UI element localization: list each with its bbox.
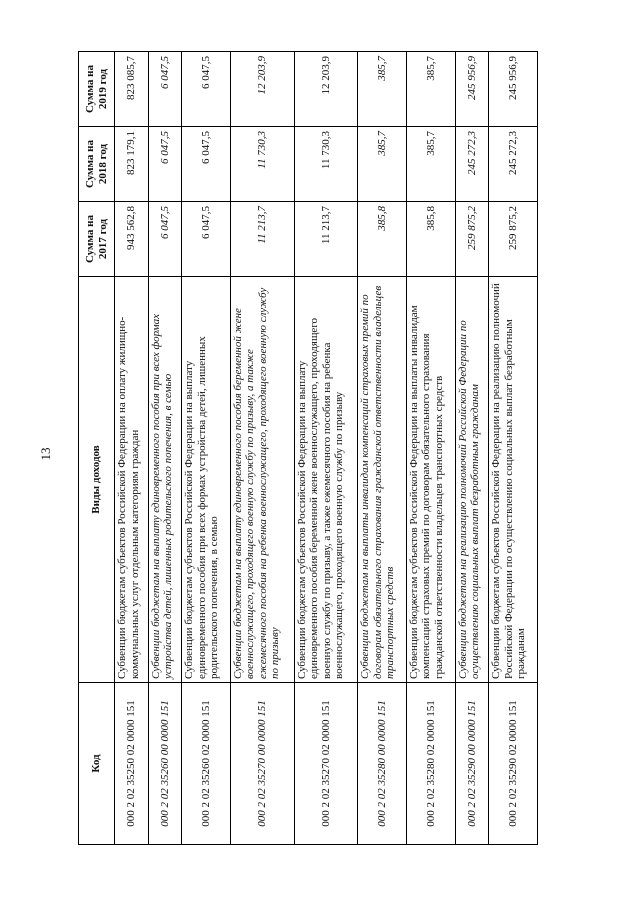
row-2018: 6 047,5 (148, 127, 182, 202)
header-2018: Сумма на 2018 год (79, 127, 115, 202)
table-header-row (79, 52, 115, 845)
row-2017: 385,8 (358, 202, 407, 277)
header-code: Код (79, 683, 115, 845)
row-name: Субвенции бюджетам на выплату единовременного пособия при всех формах устройства детей, лишенных родительского попечения, в семью (148, 277, 182, 683)
row-2019: 385,7 (406, 52, 455, 127)
revenue-table (78, 51, 538, 845)
row-2017: 385,8 (406, 202, 455, 277)
table-row (230, 52, 294, 845)
row-code: 000 2 02 35280 02 0000 151 (406, 683, 455, 845)
table-row (294, 52, 358, 845)
row-name: Субвенции бюджетам на выплату единовременного пособия беременной жене военнослужащего, проходящего военную службу по призыву, а также ежемесячного пособия на ребенка военнослужащего, проходящего военную службу по призыву (230, 277, 294, 683)
row-2017: 11 213,7 (294, 202, 358, 277)
row-2018: 6 047,5 (182, 127, 231, 202)
table-row (148, 52, 182, 845)
row-2018: 385,7 (406, 127, 455, 202)
row-2019: 245 956,9 (455, 52, 489, 127)
row-2019: 12 203,9 (294, 52, 358, 127)
row-name: Субвенции бюджетам субъектов Российской Федерации на выплату единовременного пособия беременной жене военнослужащего, проходящего военную службу по призыву, а также ежемесячного пособия на ребенка военнослужащего, проходящего военную службу по призыву (294, 277, 358, 683)
row-2017: 6 047,5 (148, 202, 182, 277)
row-2017: 259 875,2 (455, 202, 489, 277)
row-code: 000 2 02 35260 00 0000 151 (148, 683, 182, 845)
row-name: Субвенции бюджетам на реализацию полномочий Российской Федерации по осуществлению социальных выплат безработным гражданам (455, 277, 489, 683)
row-name: Субвенции бюджетам на выплаты инвалидам компенсаций страховых премий по договорам обязательного страхования гражданской ответственности владельцев транспортных средств (358, 277, 407, 683)
row-2017: 943 562,8 (115, 202, 149, 277)
table-row (358, 52, 407, 845)
row-2019: 245 956,9 (489, 52, 538, 127)
row-2019: 823 085,7 (115, 52, 149, 127)
row-code: 000 2 02 35270 02 0000 151 (294, 683, 358, 845)
row-2019: 6 047,5 (182, 52, 231, 127)
row-name: Субвенции бюджетам субъектов Российской Федерации на оплату жилищно-коммунальных услуг отдельным категориям граждан (115, 277, 149, 683)
row-code: 000 2 02 35260 02 0000 151 (182, 683, 231, 845)
table-row (115, 52, 149, 845)
rotated-table-wrapper (78, 52, 538, 845)
table-row (182, 52, 231, 845)
row-name: Субвенции бюджетам субъектов Российской Федерации на выплаты инвалидам компенсаций страховых премий по договорам обязательного страхования гражданской ответственности владельцев транспортных средств (406, 277, 455, 683)
row-2018: 823 179,1 (115, 127, 149, 202)
row-2019: 6 047,5 (148, 52, 182, 127)
row-code: 000 2 02 35250 02 0000 151 (115, 683, 149, 845)
header-2019: Сумма на 2019 год (79, 52, 115, 127)
row-code: 000 2 02 35290 02 0000 151 (489, 683, 538, 845)
row-name: Субвенции бюджетам субъектов Российской Федерации на реализацию полномочий Российской Федерации по осуществлению социальных выплат безработным гражданам (489, 277, 538, 683)
row-2018: 245 272,3 (455, 127, 489, 202)
row-code: 000 2 02 35290 00 0000 151 (455, 683, 489, 845)
header-2017: Сумма на 2017 год (79, 202, 115, 277)
table-row (489, 52, 538, 845)
table-row (406, 52, 455, 845)
page-number: 13 (38, 447, 53, 461)
row-2017: 6 047,5 (182, 202, 231, 277)
row-2018: 385,7 (358, 127, 407, 202)
row-code: 000 2 02 35270 00 0000 151 (230, 683, 294, 845)
row-2019: 385,7 (358, 52, 407, 127)
row-2018: 245 272,3 (489, 127, 538, 202)
row-2019: 12 203,9 (230, 52, 294, 127)
table-row (455, 52, 489, 845)
table-body (115, 52, 538, 845)
header-name: Виды доходов (79, 277, 115, 683)
row-name: Субвенции бюджетам субъектов Российской Федерации на выплату единовременного пособия при всех формах устройства детей, лишенных родительского попечения, в семью (182, 277, 231, 683)
row-2017: 11 213,7 (230, 202, 294, 277)
row-2018: 11 730,3 (294, 127, 358, 202)
row-code: 000 2 02 35280 00 0000 151 (358, 683, 407, 845)
row-2017: 259 875,2 (489, 202, 538, 277)
row-2018: 11 730,3 (230, 127, 294, 202)
